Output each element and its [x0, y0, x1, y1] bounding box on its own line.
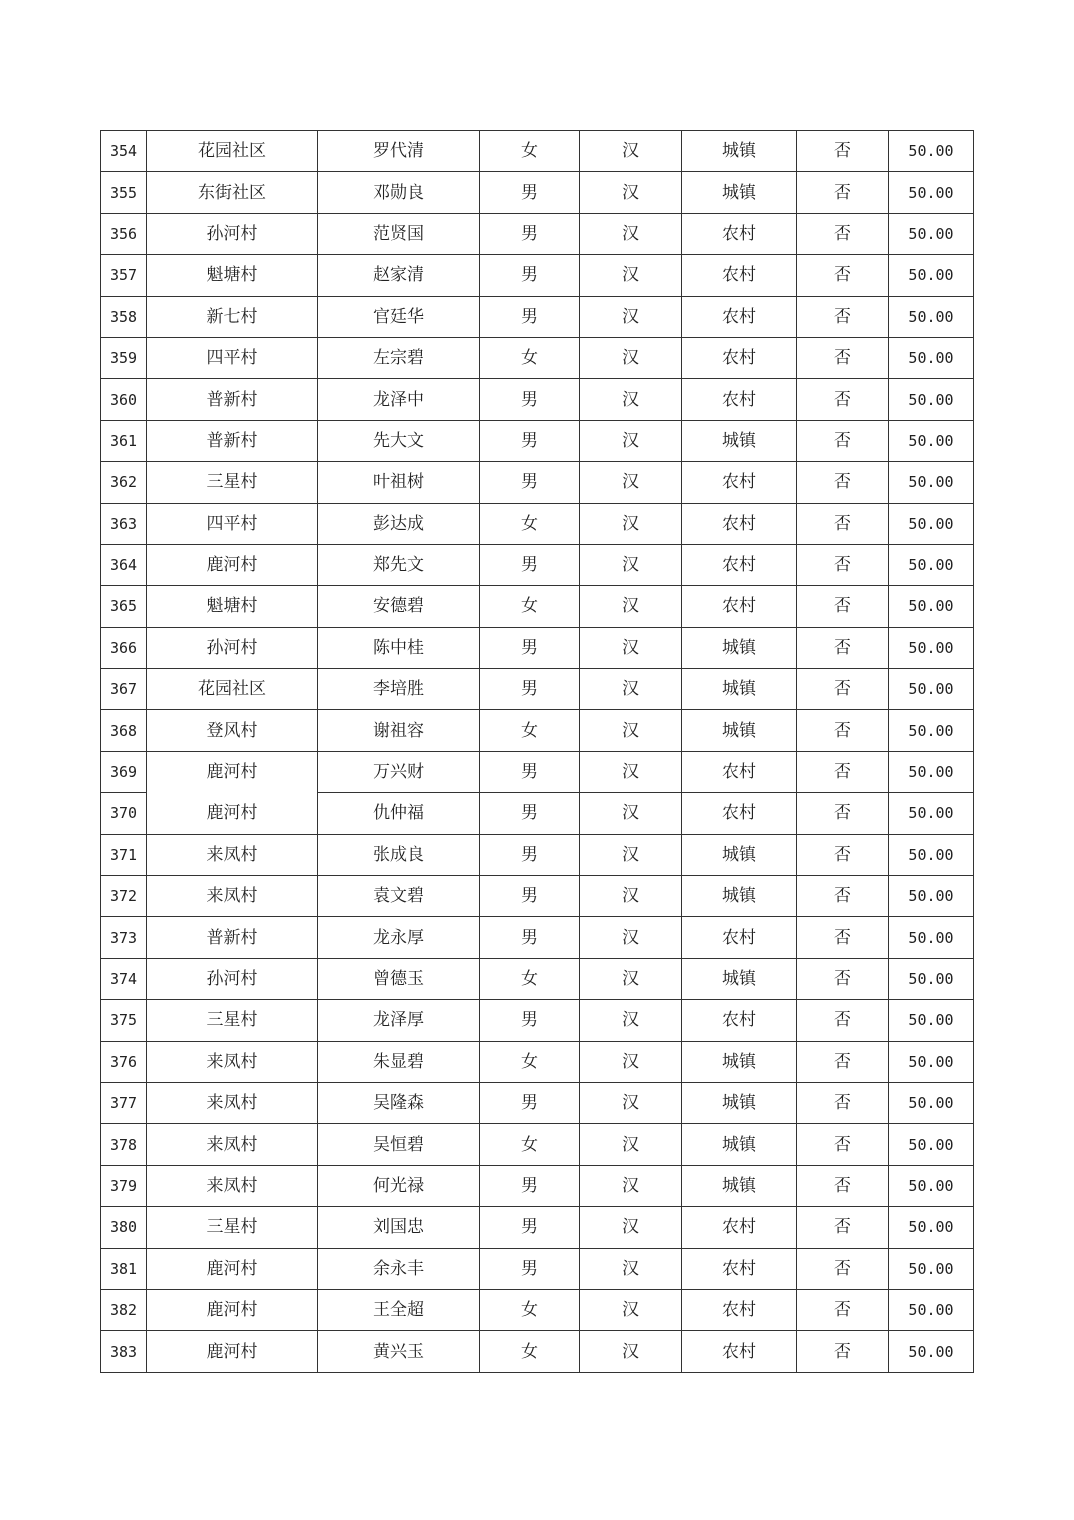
residence-type-cell: 城镇: [682, 958, 797, 999]
flag-cell: 否: [797, 420, 889, 461]
name-cell: 吴隆森: [318, 1082, 480, 1123]
table-row: [101, 131, 974, 172]
gender-cell: 男: [480, 834, 580, 875]
name-cell: 彭达成: [318, 503, 480, 544]
row-number-cell: 358: [101, 296, 147, 337]
flag-cell: 否: [797, 1207, 889, 1248]
ethnicity-cell: 汉: [580, 710, 682, 751]
flag-cell: 否: [797, 834, 889, 875]
village-cell: 孙河村: [147, 627, 318, 668]
table-row: [101, 379, 974, 420]
flag-cell: 否: [797, 751, 889, 792]
name-cell: 叶祖树: [318, 462, 480, 503]
amount-cell: 50.00: [889, 1289, 974, 1330]
village-cell: 普新村: [147, 420, 318, 461]
amount-cell: 50.00: [889, 1165, 974, 1206]
gender-cell: 男: [480, 793, 580, 834]
ethnicity-cell: 汉: [580, 1082, 682, 1123]
table-row: [101, 1165, 974, 1206]
flag-cell: 否: [797, 296, 889, 337]
subsidy-table: [100, 130, 974, 1373]
amount-cell: 50.00: [889, 1331, 974, 1372]
row-number-cell: 382: [101, 1289, 147, 1330]
flag-cell: 否: [797, 1289, 889, 1330]
residence-type-cell: 城镇: [682, 420, 797, 461]
residence-type-cell: 城镇: [682, 669, 797, 710]
gender-cell: 男: [480, 1248, 580, 1289]
amount-cell: 50.00: [889, 751, 974, 792]
village-cell: 普新村: [147, 379, 318, 420]
row-number-cell: 367: [101, 669, 147, 710]
row-number-cell: 368: [101, 710, 147, 751]
table-row: [101, 586, 974, 627]
flag-cell: 否: [797, 958, 889, 999]
flag-cell: 否: [797, 1082, 889, 1123]
name-cell: 谢祖容: [318, 710, 480, 751]
amount-cell: 50.00: [889, 917, 974, 958]
name-cell: 黄兴玉: [318, 1331, 480, 1372]
name-cell: 刘国忠: [318, 1207, 480, 1248]
ethnicity-cell: 汉: [580, 1289, 682, 1330]
amount-cell: 50.00: [889, 1000, 974, 1041]
gender-cell: 男: [480, 751, 580, 792]
residence-type-cell: 农村: [682, 503, 797, 544]
ethnicity-cell: 汉: [580, 876, 682, 917]
amount-cell: 50.00: [889, 213, 974, 254]
village-cell: 四平村: [147, 503, 318, 544]
row-number-cell: 381: [101, 1248, 147, 1289]
village-cell: 孙河村: [147, 213, 318, 254]
amount-cell: 50.00: [889, 586, 974, 627]
table-row: [101, 462, 974, 503]
village-cell: 鹿河村: [147, 751, 318, 792]
name-cell: 官廷华: [318, 296, 480, 337]
ethnicity-cell: 汉: [580, 751, 682, 792]
amount-cell: 50.00: [889, 337, 974, 378]
name-cell: 万兴财: [318, 751, 480, 792]
amount-cell: 50.00: [889, 1207, 974, 1248]
flag-cell: 否: [797, 710, 889, 751]
table-row: [101, 503, 974, 544]
row-number-cell: 364: [101, 544, 147, 585]
amount-cell: 50.00: [889, 793, 974, 834]
row-number-cell: 375: [101, 1000, 147, 1041]
flag-cell: 否: [797, 462, 889, 503]
name-cell: 吴恒碧: [318, 1124, 480, 1165]
residence-type-cell: 农村: [682, 296, 797, 337]
flag-cell: 否: [797, 1041, 889, 1082]
amount-cell: 50.00: [889, 1082, 974, 1123]
table-row: [101, 793, 974, 834]
row-number-cell: 378: [101, 1124, 147, 1165]
flag-cell: 否: [797, 669, 889, 710]
row-number-cell: 374: [101, 958, 147, 999]
amount-cell: 50.00: [889, 420, 974, 461]
village-cell: 来凤村: [147, 1124, 318, 1165]
village-cell: 花园社区: [147, 131, 318, 172]
row-number-cell: 377: [101, 1082, 147, 1123]
table-row: [101, 917, 974, 958]
ethnicity-cell: 汉: [580, 793, 682, 834]
table-row: [101, 420, 974, 461]
residence-type-cell: 农村: [682, 793, 797, 834]
gender-cell: 女: [480, 131, 580, 172]
gender-cell: 女: [480, 503, 580, 544]
flag-cell: 否: [797, 1165, 889, 1206]
residence-type-cell: 城镇: [682, 1124, 797, 1165]
gender-cell: 女: [480, 710, 580, 751]
gender-cell: 女: [480, 958, 580, 999]
amount-cell: 50.00: [889, 669, 974, 710]
table-body: [101, 131, 974, 1373]
residence-type-cell: 农村: [682, 1207, 797, 1248]
row-number-cell: 379: [101, 1165, 147, 1206]
residence-type-cell: 城镇: [682, 172, 797, 213]
ethnicity-cell: 汉: [580, 337, 682, 378]
ethnicity-cell: 汉: [580, 834, 682, 875]
table-row: [101, 958, 974, 999]
row-number-cell: 363: [101, 503, 147, 544]
table-row: [101, 669, 974, 710]
residence-type-cell: 农村: [682, 1248, 797, 1289]
amount-cell: 50.00: [889, 255, 974, 296]
row-number-cell: 365: [101, 586, 147, 627]
row-number-cell: 361: [101, 420, 147, 461]
table-row: [101, 1248, 974, 1289]
flag-cell: 否: [797, 1124, 889, 1165]
row-number-cell: 366: [101, 627, 147, 668]
ethnicity-cell: 汉: [580, 420, 682, 461]
village-cell: 三星村: [147, 462, 318, 503]
residence-type-cell: 农村: [682, 379, 797, 420]
village-cell: 鹿河村: [147, 1331, 318, 1372]
amount-cell: 50.00: [889, 1248, 974, 1289]
amount-cell: 50.00: [889, 1124, 974, 1165]
gender-cell: 男: [480, 1207, 580, 1248]
gender-cell: 女: [480, 1124, 580, 1165]
residence-type-cell: 农村: [682, 462, 797, 503]
flag-cell: 否: [797, 503, 889, 544]
amount-cell: 50.00: [889, 958, 974, 999]
ethnicity-cell: 汉: [580, 379, 682, 420]
residence-type-cell: 城镇: [682, 1165, 797, 1206]
gender-cell: 男: [480, 255, 580, 296]
gender-cell: 男: [480, 1082, 580, 1123]
ethnicity-cell: 汉: [580, 958, 682, 999]
village-cell: 新七村: [147, 296, 318, 337]
village-cell: 魁塘村: [147, 586, 318, 627]
ethnicity-cell: 汉: [580, 1165, 682, 1206]
gender-cell: 男: [480, 544, 580, 585]
gender-cell: 男: [480, 917, 580, 958]
ethnicity-cell: 汉: [580, 1331, 682, 1372]
gender-cell: 女: [480, 586, 580, 627]
flag-cell: 否: [797, 627, 889, 668]
village-cell: 鹿河村: [147, 1289, 318, 1330]
name-cell: 赵家清: [318, 255, 480, 296]
table-row: [101, 751, 974, 792]
flag-cell: 否: [797, 131, 889, 172]
row-number-cell: 359: [101, 337, 147, 378]
row-number-cell: 369: [101, 751, 147, 792]
row-number-cell: 354: [101, 131, 147, 172]
village-cell: 来凤村: [147, 1082, 318, 1123]
table-row: [101, 296, 974, 337]
residence-type-cell: 城镇: [682, 876, 797, 917]
village-cell: 花园社区: [147, 669, 318, 710]
residence-type-cell: 农村: [682, 337, 797, 378]
table-row: [101, 1207, 974, 1248]
amount-cell: 50.00: [889, 503, 974, 544]
name-cell: 龙泽厚: [318, 1000, 480, 1041]
village-cell: 鹿河村: [147, 1248, 318, 1289]
name-cell: 先大文: [318, 420, 480, 461]
name-cell: 左宗碧: [318, 337, 480, 378]
flag-cell: 否: [797, 1331, 889, 1372]
row-number-cell: 357: [101, 255, 147, 296]
ethnicity-cell: 汉: [580, 1041, 682, 1082]
amount-cell: 50.00: [889, 876, 974, 917]
table-row: [101, 627, 974, 668]
amount-cell: 50.00: [889, 1041, 974, 1082]
name-cell: 何光禄: [318, 1165, 480, 1206]
ethnicity-cell: 汉: [580, 213, 682, 254]
row-number-cell: 371: [101, 834, 147, 875]
residence-type-cell: 城镇: [682, 1041, 797, 1082]
village-cell: 普新村: [147, 917, 318, 958]
row-number-cell: 360: [101, 379, 147, 420]
gender-cell: 女: [480, 337, 580, 378]
gender-cell: 男: [480, 379, 580, 420]
ethnicity-cell: 汉: [580, 1124, 682, 1165]
name-cell: 余永丰: [318, 1248, 480, 1289]
row-number-cell: 370: [101, 793, 147, 834]
gender-cell: 男: [480, 876, 580, 917]
flag-cell: 否: [797, 379, 889, 420]
village-cell: 来凤村: [147, 1165, 318, 1206]
flag-cell: 否: [797, 1248, 889, 1289]
village-cell: 鹿河村: [147, 793, 318, 834]
name-cell: 范贤国: [318, 213, 480, 254]
name-cell: 李培胜: [318, 669, 480, 710]
village-cell: 鹿河村: [147, 544, 318, 585]
amount-cell: 50.00: [889, 710, 974, 751]
table-row: [101, 1041, 974, 1082]
row-number-cell: 380: [101, 1207, 147, 1248]
row-number-cell: 373: [101, 917, 147, 958]
gender-cell: 男: [480, 669, 580, 710]
ethnicity-cell: 汉: [580, 627, 682, 668]
gender-cell: 男: [480, 1165, 580, 1206]
village-cell: 登风村: [147, 710, 318, 751]
flag-cell: 否: [797, 586, 889, 627]
gender-cell: 男: [480, 462, 580, 503]
residence-type-cell: 农村: [682, 751, 797, 792]
amount-cell: 50.00: [889, 172, 974, 213]
row-number-cell: 356: [101, 213, 147, 254]
name-cell: 安德碧: [318, 586, 480, 627]
ethnicity-cell: 汉: [580, 172, 682, 213]
name-cell: 王全超: [318, 1289, 480, 1330]
row-number-cell: 362: [101, 462, 147, 503]
table-row: [101, 544, 974, 585]
name-cell: 朱显碧: [318, 1041, 480, 1082]
name-cell: 龙永厚: [318, 917, 480, 958]
flag-cell: 否: [797, 172, 889, 213]
gender-cell: 女: [480, 1041, 580, 1082]
village-cell: 东街社区: [147, 172, 318, 213]
gender-cell: 男: [480, 296, 580, 337]
name-cell: 邓勋良: [318, 172, 480, 213]
table-row: [101, 337, 974, 378]
amount-cell: 50.00: [889, 296, 974, 337]
row-number-cell: 372: [101, 876, 147, 917]
gender-cell: 男: [480, 420, 580, 461]
gender-cell: 男: [480, 1000, 580, 1041]
ethnicity-cell: 汉: [580, 917, 682, 958]
village-cell: 孙河村: [147, 958, 318, 999]
flag-cell: 否: [797, 337, 889, 378]
ethnicity-cell: 汉: [580, 669, 682, 710]
flag-cell: 否: [797, 917, 889, 958]
table-row: [101, 1289, 974, 1330]
ethnicity-cell: 汉: [580, 586, 682, 627]
table-row: [101, 1124, 974, 1165]
table-row: [101, 876, 974, 917]
residence-type-cell: 农村: [682, 1000, 797, 1041]
residence-type-cell: 城镇: [682, 131, 797, 172]
table-row: [101, 710, 974, 751]
gender-cell: 女: [480, 1331, 580, 1372]
residence-type-cell: 农村: [682, 544, 797, 585]
ethnicity-cell: 汉: [580, 255, 682, 296]
name-cell: 张成良: [318, 834, 480, 875]
village-cell: 四平村: [147, 337, 318, 378]
ethnicity-cell: 汉: [580, 503, 682, 544]
residence-type-cell: 农村: [682, 1331, 797, 1372]
amount-cell: 50.00: [889, 379, 974, 420]
table-row: [101, 834, 974, 875]
table-row: [101, 255, 974, 296]
ethnicity-cell: 汉: [580, 462, 682, 503]
name-cell: 袁文碧: [318, 876, 480, 917]
residence-type-cell: 农村: [682, 213, 797, 254]
row-number-cell: 355: [101, 172, 147, 213]
name-cell: 龙泽中: [318, 379, 480, 420]
row-number-cell: 376: [101, 1041, 147, 1082]
village-cell: 魁塘村: [147, 255, 318, 296]
residence-type-cell: 城镇: [682, 627, 797, 668]
gender-cell: 男: [480, 627, 580, 668]
flag-cell: 否: [797, 1000, 889, 1041]
residence-type-cell: 城镇: [682, 834, 797, 875]
gender-cell: 男: [480, 172, 580, 213]
name-cell: 罗代清: [318, 131, 480, 172]
flag-cell: 否: [797, 213, 889, 254]
residence-type-cell: 城镇: [682, 710, 797, 751]
ethnicity-cell: 汉: [580, 1248, 682, 1289]
name-cell: 郑先文: [318, 544, 480, 585]
flag-cell: 否: [797, 544, 889, 585]
gender-cell: 女: [480, 1289, 580, 1330]
residence-type-cell: 农村: [682, 586, 797, 627]
village-cell: 三星村: [147, 1207, 318, 1248]
ethnicity-cell: 汉: [580, 1000, 682, 1041]
gender-cell: 男: [480, 213, 580, 254]
flag-cell: 否: [797, 793, 889, 834]
ethnicity-cell: 汉: [580, 296, 682, 337]
name-cell: 曾德玉: [318, 958, 480, 999]
village-cell: 来凤村: [147, 876, 318, 917]
table-row: [101, 213, 974, 254]
flag-cell: 否: [797, 255, 889, 296]
ethnicity-cell: 汉: [580, 131, 682, 172]
village-cell: 三星村: [147, 1000, 318, 1041]
residence-type-cell: 农村: [682, 1289, 797, 1330]
residence-type-cell: 农村: [682, 917, 797, 958]
village-cell: 来凤村: [147, 1041, 318, 1082]
ethnicity-cell: 汉: [580, 1207, 682, 1248]
name-cell: 陈中桂: [318, 627, 480, 668]
amount-cell: 50.00: [889, 462, 974, 503]
name-cell: 仇仲福: [318, 793, 480, 834]
amount-cell: 50.00: [889, 544, 974, 585]
village-cell: 来凤村: [147, 834, 318, 875]
table-row: [101, 1000, 974, 1041]
residence-type-cell: 农村: [682, 255, 797, 296]
row-number-cell: 383: [101, 1331, 147, 1372]
flag-cell: 否: [797, 876, 889, 917]
table-row: [101, 1331, 974, 1372]
residence-type-cell: 城镇: [682, 1082, 797, 1123]
table-row: [101, 172, 974, 213]
ethnicity-cell: 汉: [580, 544, 682, 585]
table-row: [101, 1082, 974, 1123]
amount-cell: 50.00: [889, 627, 974, 668]
amount-cell: 50.00: [889, 834, 974, 875]
amount-cell: 50.00: [889, 131, 974, 172]
